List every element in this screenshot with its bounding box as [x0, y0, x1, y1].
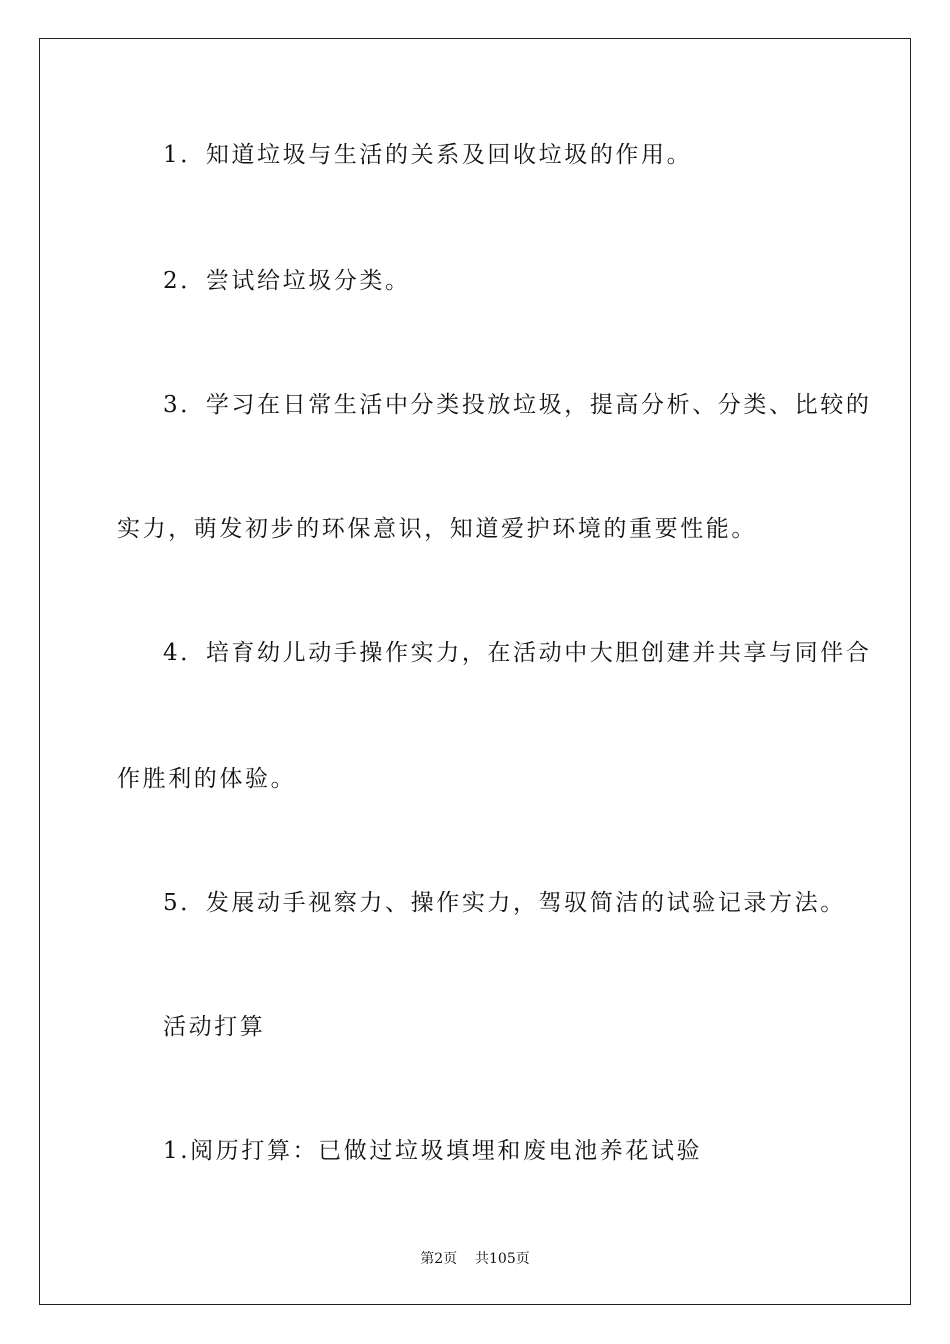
section-heading: 活动打算 [163, 1014, 266, 1040]
page-number: 第2页 [420, 1251, 458, 1267]
page-footer [0, 1248, 950, 1268]
page-border [39, 38, 911, 1305]
objective-1: 1．知道垃圾与生活的关系及回收垃圾的作用。 [163, 142, 693, 168]
objective-2: 2．尝试给垃圾分类。 [163, 268, 411, 294]
objective-4: 4．培育幼儿动手操作实力，在活动中大胆创建并共享与同伴合 [163, 640, 872, 666]
objective-5: 5．发展动手视察力、操作实力，驾驭简洁的试验记录方法。 [163, 890, 846, 916]
objective-4-continued: 作胜利的体验。 [117, 766, 297, 792]
page-total: 共105页 [475, 1251, 530, 1267]
objective-3-continued: 实力，萌发初步的环保意识，知道爱护环境的重要性能。 [117, 516, 757, 542]
preparation-1: 1.阅历打算：已做过垃圾填埋和废电池养花试验 [163, 1138, 703, 1164]
objective-3: 3．学习在日常生活中分类投放垃圾，提高分析、分类、比较的 [163, 392, 872, 418]
